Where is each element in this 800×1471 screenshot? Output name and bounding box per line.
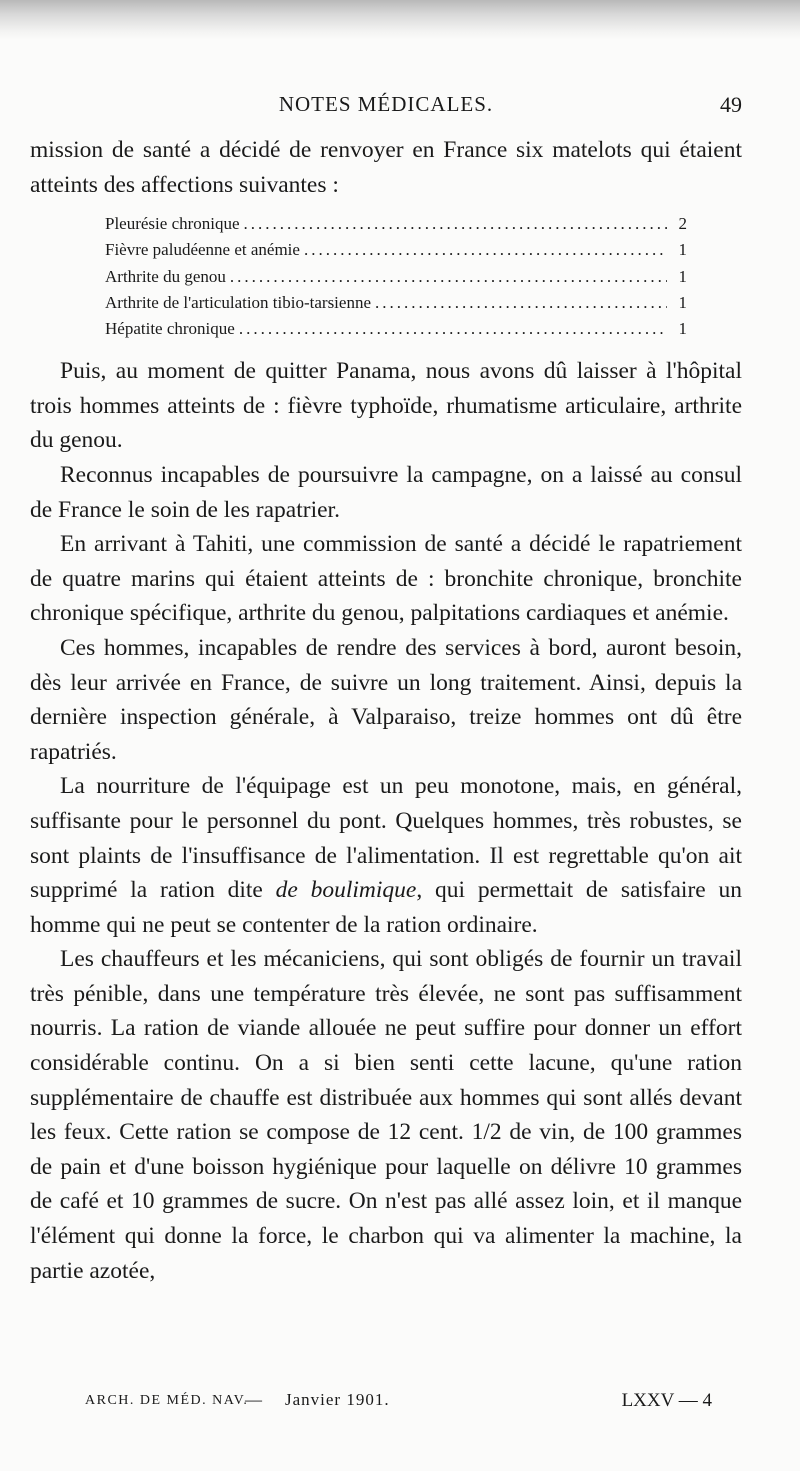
paragraph: Puis, au moment de quitter Panama, nous avons dû laisser à l'hôpital trois hommes atteints de : fièvre typhoïde, rhumatisme articulaire, arthrite du genou.: [30, 358, 742, 454]
paragraph-text: , qui permettait de satisfaire un homme qui ne peut se contenter de la ration ordinaire.: [30, 877, 742, 938]
affection-count: 1: [678, 292, 687, 312]
running-header: [30, 92, 742, 122]
affection-name: Hépatite chronique: [105, 319, 235, 338]
affection-name: Pleurésie chronique: [105, 214, 240, 234]
leader-dots: [375, 290, 667, 316]
paragraph: Reconnus incapables de poursuivre la campagne, on a laissé au consul de France le soin de les rapatrier.: [30, 461, 742, 523]
paragraph: Les chauffeurs et les mécaniciens, qui sont obligés de fournir un travail très pénible, dans une température très élevée, ne sont pas suffisamment nourris. La ration de viande allouée ne peut suffire pour donner un effort considérable continu. On a si bien senti cette lacune, qu'une ration supplémentaire de chauffe est distribuée aux hommes qui sont allés devant les feux. Cette ration se compose de 12 cent. 1/2 de vin, de 100 grammes de pain et d'une boisson hygiénique pour laquelle on délivre 10 grammes de café et 10 grammes de sucre. On n'est pas allé assez loin, et il manque l'élément qui donne la force, le charbon qui va alimenter la machine, la partie azotée,: [30, 946, 742, 1284]
table-row: [105, 290, 687, 316]
affection-count: 1: [678, 266, 687, 286]
paragraph: En arrivant à Tahiti, une commission de santé a décidé le rapatriement de quatre marins qui étaient atteints de : bronchite chronique, bronchite chronique spécifique, arthrite du genou, palpitations cardiaques et anémie.: [30, 531, 742, 627]
paragraph: Ces hommes, incapables de rendre des services à bord, auront besoin, dès leur arrivée en France, de suivre un long traitement. Ainsi, depuis la dernière inspection générale, à Valparaiso, treize hommes ont dû être rapatriés.: [30, 634, 742, 765]
volume-signature: LXXV — 4: [621, 1390, 712, 1411]
running-header-title: NOTES MÉDICALES.: [278, 92, 494, 116]
leader-dots: [244, 211, 667, 237]
table-row: [105, 316, 687, 342]
affection-name: Arthrite du genou: [105, 266, 226, 286]
leader-dots: [304, 237, 667, 263]
leader-dots: [239, 316, 667, 342]
table-row: [105, 237, 687, 263]
affection-count: 1: [678, 319, 687, 338]
paragraph: mission de santé a décidé de renvoyer en France six matelots qui étaient atteints des affections suivantes :: [30, 137, 742, 198]
issue-date: Janvier 1901.: [285, 1390, 390, 1409]
paragraph: [30, 769, 742, 942]
paragraph-text: La nourriture de l'équipage est un peu monotone, mais, en général, suffisante pour le personnel du pont. Quelques hommes, très robustes, se sont plaints de l'insuffisance de l'alimentation. Il est regrettable qu'on ait supprimé la ration dite: [30, 773, 742, 904]
page-footer: [30, 1390, 742, 1420]
table-row: [105, 211, 687, 237]
italic-term: de boulimique: [275, 877, 417, 904]
affection-name: Fièvre paludéenne et anémie: [105, 240, 300, 260]
footer-separator: —: [245, 1390, 262, 1409]
table-row: [105, 264, 687, 290]
body-text: [30, 133, 742, 1288]
page-number: 49: [720, 92, 742, 117]
scan-top-edge: [0, 0, 800, 40]
affection-count: 1: [678, 240, 687, 260]
journal-name: ARCH. DE MÉD. NAV.: [85, 1393, 249, 1408]
affection-name: Arthrite de l'articulation tibio-tarsienne: [105, 292, 371, 312]
affection-count: 2: [678, 214, 687, 234]
affections-table: [105, 211, 687, 342]
leader-dots: [230, 264, 667, 290]
